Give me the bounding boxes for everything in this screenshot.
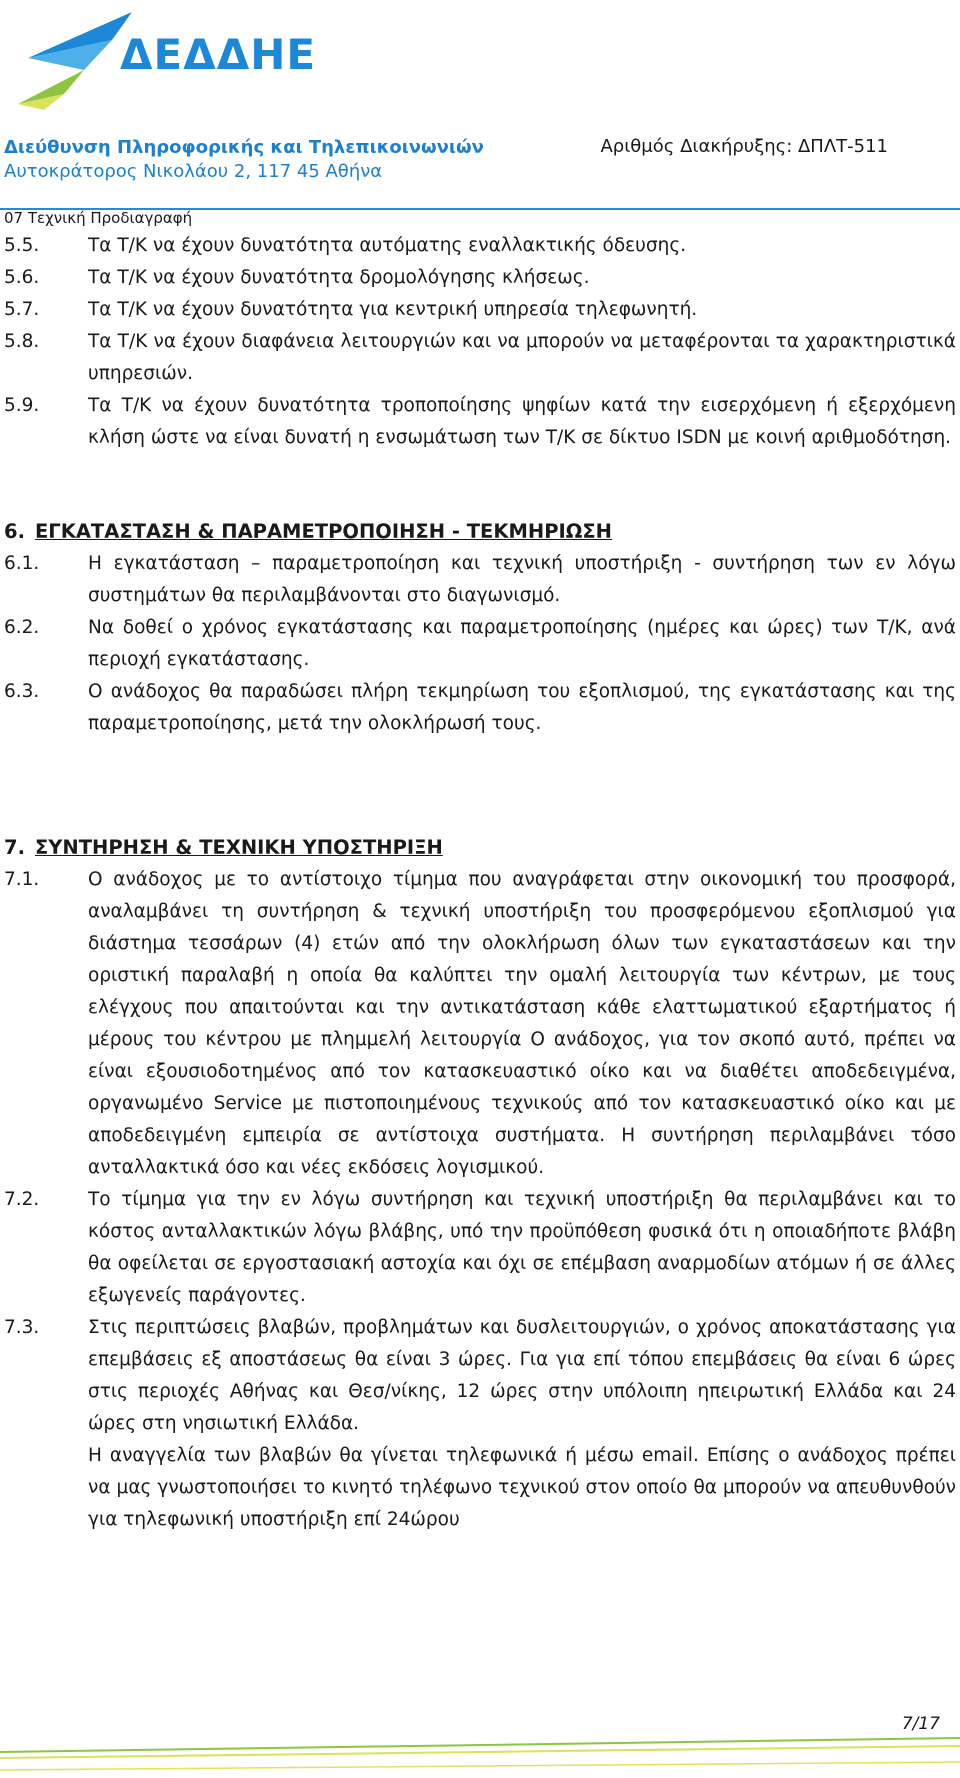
item-text: Η εγκατάσταση – παραμετροποίηση και τεχνική υποστήριξη - συντήρηση των εν λόγω συστημάτων θα περιλαμβάνονται στο διαγωνισμό. bbox=[88, 553, 956, 606]
item-number: 7.3. bbox=[4, 1317, 40, 1338]
section-heading bbox=[4, 516, 956, 548]
item-number: 7.1. bbox=[4, 869, 40, 890]
spacer bbox=[4, 454, 956, 516]
section-title: ΣΥΝΤΗΡΗΣΗ & ΤΕΧΝΙΚΗ ΥΠΟΣΤΗΡΙΞΗ bbox=[34, 836, 443, 859]
item-number: 5.6. bbox=[4, 267, 40, 288]
item-text-continued: Η αναγγελία των βλαβών θα γίνεται τηλεφωνικά ή μέσω email. Επίσης ο ανάδοχος πρέπει να μας γνωστοποιήσει το κινητό τηλέφωνο τεχνικού στον οποίο θα μπορούν να απευθυνθούν για τηλεφωνική υποστήριξη επί 24ώρου bbox=[88, 1445, 956, 1530]
footer-decoration-icon bbox=[0, 1700, 960, 1778]
item-text: Ο ανάδοχος θα παραδώσει πλήρη τεκμηρίωση του εξοπλισμού, της εγκατάστασης και της παραμετροποίησης, μετά την ολοκλήρωσή τους. bbox=[88, 681, 956, 734]
list-item bbox=[4, 294, 956, 326]
company-logo bbox=[4, 6, 334, 118]
item-number: 6.3. bbox=[4, 681, 40, 702]
list-item bbox=[4, 1312, 956, 1536]
address: Αυτοκράτορος Νικολάου 2, 117 45 Αθήνα bbox=[4, 161, 383, 182]
section-number: 6. bbox=[4, 520, 25, 543]
header-left bbox=[4, 136, 484, 184]
list-item bbox=[4, 676, 956, 740]
list-item bbox=[4, 262, 956, 294]
list-item bbox=[4, 612, 956, 676]
section-number: 7. bbox=[4, 836, 25, 859]
list-item bbox=[4, 230, 956, 262]
department-name: Διεύθυνση Πληροφορικής και Τηλεπικοινωνιών bbox=[4, 137, 484, 158]
logo-text: ΔΕΔΔΗΕ bbox=[120, 30, 317, 79]
section-heading bbox=[4, 832, 956, 864]
tender-number: Αριθμός Διακήρυξης: ΔΠΛΤ-511 bbox=[600, 136, 888, 157]
item-text: Να δοθεί ο χρόνος εγκατάστασης και παραμετροποίησης (ημέρες και ώρες) των Τ/Κ, ανά περιοχή εγκατάστασης. bbox=[88, 617, 956, 670]
item-number: 5.5. bbox=[4, 235, 40, 256]
list-item bbox=[4, 390, 956, 454]
document-body bbox=[4, 230, 956, 1536]
item-text: Το τίμημα για την εν λόγω συντήρηση και τεχνική υποστήριξη θα περιλαμβάνει και το κόστος ανταλλακτικών λόγω βλάβης, υπό την προϋπόθεση φυσικά ότι η οποιαδήποτε βλάβη θα οφείλεται σε εργοστασιακή αστοχία και όχι σε επέμβαση αναρμοδίων ατόμων ή σε άλλες εξωγενείς παράγοντες. bbox=[88, 1189, 956, 1306]
item-text: Τα Τ/Κ να έχουν δυνατότητα αυτόματης εναλλακτικής όδευσης. bbox=[88, 235, 687, 256]
item-text: Τα Τ/Κ να έχουν δυνατότητα για κεντρική υπηρεσία τηλεφωνητή. bbox=[88, 299, 698, 320]
page-number: 7/17 bbox=[901, 1714, 940, 1734]
list-item bbox=[4, 1184, 956, 1312]
list-item bbox=[4, 864, 956, 1184]
item-number: 5.7. bbox=[4, 299, 40, 320]
section-title: ΕΓΚΑΤΑΣΤΑΣΗ & ΠΑΡΑΜΕΤΡΟΠΟΙΗΣΗ - ΤΕΚΜΗΡΙΩΣΗ bbox=[34, 520, 612, 543]
item-number: 5.8. bbox=[4, 331, 40, 352]
item-number: 6.1. bbox=[4, 553, 40, 574]
item-text: Τα Τ/Κ να έχουν δυνατότητα δρομολόγησης κλήσεως. bbox=[88, 267, 590, 288]
item-number: 7.2. bbox=[4, 1189, 40, 1210]
item-text: Στις περιπτώσεις βλαβών, προβλημάτων και δυσλειτουργιών, ο χρόνος αποκατάστασης για επεμβάσεις εξ αποστάσεως θα είναι 3 ώρες. Για για επί τόπου επεμβάσεις θα είναι 6 ώρες στις περιοχές Αθήνας και Θεσ/νίκης, 12 ώρες στην υπόλοιπη ηπειρωτική Ελλάδα και 24 ώρες στη νησιωτική Ελλάδα. bbox=[88, 1317, 956, 1434]
list-item bbox=[4, 326, 956, 390]
item-text: Τα Τ/Κ να έχουν δυνατότητα τροποποίησης ψηφίων κατά την εισερχόμενη ή εξερχόμενη κλήση ώστε να είναι δυνατή η ενσωμάτωση των Τ/Κ σε δίκτυο ISDN με κοινή αριθμοδότηση. bbox=[88, 395, 956, 448]
item-number: 5.9. bbox=[4, 395, 40, 416]
spacer bbox=[4, 740, 956, 832]
list-item bbox=[4, 548, 956, 612]
item-number: 6.2. bbox=[4, 617, 40, 638]
item-text: Τα Τ/Κ να έχουν διαφάνεια λειτουργιών και να μπορούν να μεταφέρονται τα χαρακτηριστικά υπηρεσιών. bbox=[88, 331, 956, 384]
item-text: Ο ανάδοχος με το αντίστοιχο τίμημα που αναγράφεται στην οικονομική του προσφορά, αναλαμβάνει τη συντήρηση & τεχνική υποστήριξη του προσφερόμενου εξοπλισμού για διάστημα τεσσάρων (4) ετών από την ολοκλήρωση όλων των εγκαταστάσεων και την οριστική παραλαβή η οποία θα καλύπτει την ομαλή λειτουργία των κέντρων, με τους ελέγχους που απαιτούνται και την αντικατάσταση κάθε ελαττωματικού εξαρτήματος ή μέρους του κέντρου με πλημμελή λειτουργία Ο ανάδοχος, για τον σκοπό αυτό, πρέπει να είναι εξουσιοδοτημένος από τον κατασκευαστικό οίκο και να διαθέτει αποδεδειγμένα, οργανωμένο Service με πιστοποιημένους τεχνικούς από τον κατασκευαστικό οίκο και με αποδεδειγμένη εμπειρία σε αντίστοιχα συστήματα. Η συντήρηση περιλαμβάνει τόσο ανταλλακτικά όσο και νέες εκδόσεις λογισμικού. bbox=[88, 869, 956, 1178]
section-label: 07 Τεχνική Προδιαγραφή bbox=[4, 209, 193, 227]
